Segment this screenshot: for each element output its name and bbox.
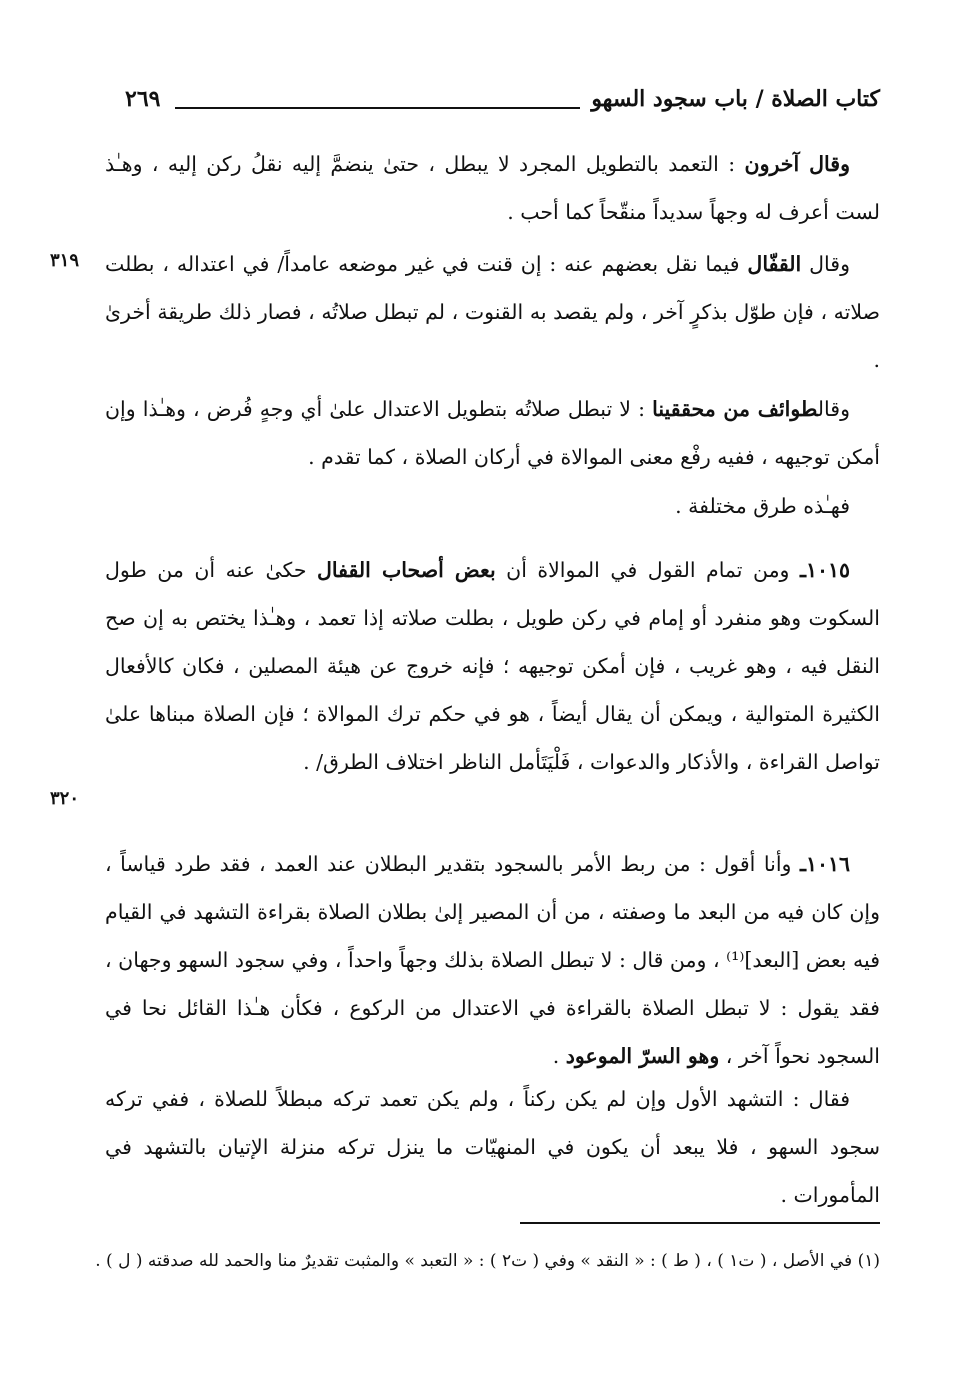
- margin-note-319: ٣١٩: [50, 250, 80, 271]
- paragraph-1-text: : التعمد بالتطويل المجرد لا يبطل ، حتىٰ ينضمَّ إليه نقلُ ركن إليه ، وهـٰذ لست أعرف له وجهاً سديداً منقّحاً كما أحب .: [105, 152, 880, 224]
- paragraph-4: [105, 482, 880, 530]
- paragraph-1-bold: وقال آخرون: [744, 152, 850, 176]
- footnote-rule: [520, 1222, 880, 1224]
- header-title: كتاب الصلاة / باب سجود السهو: [591, 86, 880, 112]
- paragraph-2-pre: وقال: [801, 252, 850, 276]
- paragraph-3-text: : لا تبطل صلاتُه بتطويل الاعتدال علىٰ أي وجهٍ فُرض ، وهـٰذا وإن أمكن توجيهه ، ففيه رفْع معنى الموالاة في أركان الصلاة ، كما تقدم .: [105, 397, 880, 469]
- paragraph-6-number: ١٠١٦ـ: [799, 852, 850, 876]
- paragraph-5-pre: ومن تمام القول في الموالاة أن: [495, 558, 800, 582]
- paragraph-3-bold: طوائف من محققينا: [652, 397, 818, 421]
- paragraph-7-text: فقال : التشهد الأول وإن لم يكن ركناً ، ولم يكن تعمد تركه مبطلاً للصلاة ، ففي تركه سجود السهو ، فلا يبعد أن يكون في المنهيّات ما ينزل تركه منزلة الإتيان بالتشهد في المأمورات .: [105, 1087, 880, 1207]
- paragraph-3-pre: وقال: [817, 397, 850, 421]
- paragraph-5: [105, 546, 880, 786]
- paragraph-4-text: فهـٰذه طرق مختلفة .: [675, 494, 850, 518]
- paragraph-2-bold: القفّال: [747, 252, 802, 276]
- footnote-1: (١) في الأصل ، ( ت١ ) ، ( ط ) : « النقد » وفي ( ت٢ ) : « التعبد » والمثبت تقديرٌ منا والحمد لله صدقته ( ل ) .: [95, 1251, 880, 1271]
- header-rule: [175, 107, 580, 109]
- margin-note-320: ٣٢٠: [50, 788, 80, 809]
- paragraph-5-text: حكىٰ عنه أن من طول السكوت وهو منفرد أو إمام في ركن طويل ، بطلت صلاته إذا تعمد ، وهـٰذا يختص به إن صح النقل فيه ، وهو غريب ، فإن أمكن توجيهه ؛ فإنه خروج عن هيئة المصلين ، فكان كالأفعال الكثيرة المتوالية ، ويمكن أن يقال أيضاً ، هو في حكم ترك الموالاة ؛ فإن الصلاة مبناها علىٰ تواصل القراءة ، والأذكار والدعوات ، فَلْيَتَأمل الناظر اختلاف الطرق/ .: [105, 558, 880, 774]
- paragraph-2: [105, 240, 880, 384]
- paragraph-6-bold: وهو السرّ الموعود: [565, 1044, 720, 1068]
- paragraph-6-end: .: [552, 1044, 566, 1068]
- paragraph-5-number: ١٠١٥ـ: [799, 558, 851, 582]
- footnotes: [95, 1245, 880, 1277]
- paragraph-7: [105, 1075, 880, 1219]
- paragraph-1: [105, 140, 880, 236]
- paragraph-6: [105, 840, 880, 1080]
- page-number: ٢٦٩: [125, 86, 161, 112]
- paragraph-5-bold: بعض أصحاب القفال: [317, 558, 496, 582]
- paragraph-2-text: فيما نقل بعضهم عنه : إن قنت في غير موضعه عامداً/ في اعتداله ، بطلت صلاته ، فإن طوّل بذكرٍ آخر ، ولم يقصد به القنوت ، لم تبطل صلاتُه ، فصار ذلك طريقة أخرىٰ .: [105, 252, 880, 372]
- running-header: [105, 80, 880, 120]
- paragraph-3: [105, 385, 880, 481]
- paragraph-6-text: وأنا أقول : من ربط الأمر بالسجود بتقدير البطلان عند العمد ، فقد طرد قياساً ، وإن كان فيه من البعد ما وصفته ، من أن المصير إلىٰ بطلان الصلاة بقراءة التشهد في القيام فيه بعض [البعد]⁽¹⁾ ، ومن قال : لا تبطل الصلاة بذلك وجهاً واحداً ، وفي سجود السهو وجهان ، فقد يقول : لا تبطل الصلاة بالقراءة في الاعتدال من الركوع ، فكأن هـٰذا القائل نحا في السجود نحواً آخر ،: [105, 852, 880, 1068]
